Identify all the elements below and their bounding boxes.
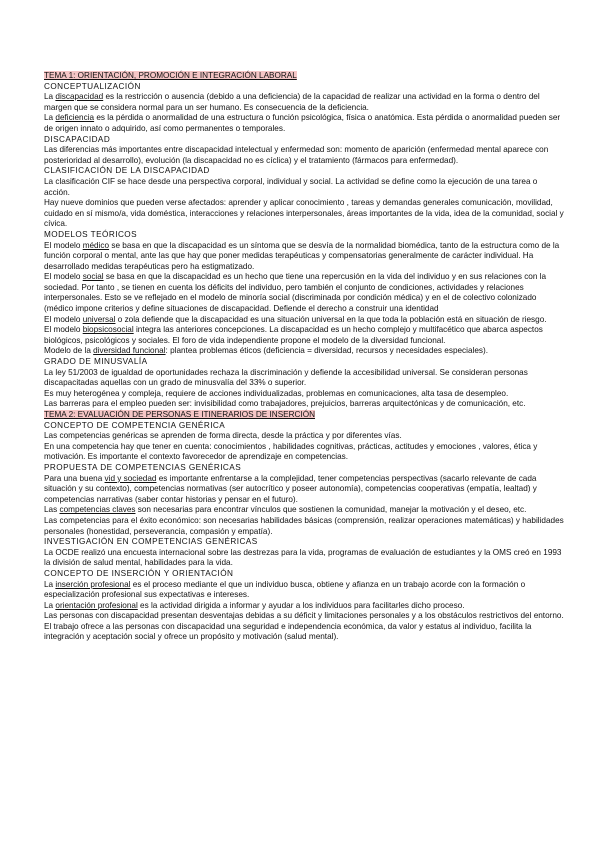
term-vida-sociedad: vid y sociedad xyxy=(104,473,157,483)
paragraph: La deficiencia es la pérdida o anormalidad de una estructura o función psicológica, física o anatómica. Esta pérdida o anormalidad pueden ser de origen innato o adquirido, así como permanentes o temporales. xyxy=(44,113,561,133)
term-insercion-profesional: inserción profesional xyxy=(55,579,131,589)
document-page xyxy=(44,71,564,643)
paragraph: La ley 51/2003 de igualdad de oportunidades rechaza la discriminación y defiende la accesibilidad universal. Se consideran personas discapacitadas aquellas con un grado de minusvalía del 33% o superior. xyxy=(44,367,528,388)
term-orientacion-profesional: orientación profesional xyxy=(55,600,138,610)
term-discapacidad: discapacidad xyxy=(55,92,104,102)
section-2-title: TEMA 2: EVALUACIÓN DE PERSONAS E ITINERARIOS DE INSERCIÓN xyxy=(44,410,316,419)
paragraph: Hay nueve dominios que pueden verse afectados: aprender y aplicar conocimiento , tareas y demandas generales comunicación, movilidad, cuidado en sí mismo/a, vida doméstica, interacciones y relaciones interpersonales, áreas importantes de la vida, idea de la comunidad, social y cívica. xyxy=(44,198,564,229)
paragraph: Las personas con discapacidad presentan desventajas debidas a su déficit y limitaciones personales y a los obstáculos restrictivos del entorno. El trabajo ofrece a las personas con discapacidad una seguridad e independencia económica, da valor y estatus al individuo, facilita la integración y aceptación social y ofrece un propósito y motivación (salud mental). xyxy=(44,611,564,642)
term-social: social xyxy=(82,272,104,282)
paragraph: La clasificación CIF se hace desde una perspectiva corporal, individual y social. La actividad se define como la ejecución de una tarea o acción. xyxy=(44,176,538,197)
paragraph: La orientación profesional es la actividad dirigida a informar y ayudar a los individuos para facilitarles dicho proceso. xyxy=(44,600,465,610)
term-universal: universal xyxy=(82,314,116,324)
paragraph: El modelo universal o zola defiende que la discapacidad es una situación universal en la que toda la población está en situación de riesgo. xyxy=(44,314,547,324)
heading-discapacidad: DISCAPACIDAD xyxy=(44,134,111,144)
term-deficiencia: deficiencia xyxy=(55,113,95,123)
paragraph: El modelo social se basa en que la discapacidad es un hecho que tiene una repercusión en la vida del individuo y en sus relaciones con la sociedad. Por tanto , se tienen en cuenta los déficits del individuo, pero también el conjunto de condiciones, actividades y relaciones interpersonales. Esto se ve reflejado en el modelo de minoría social (discriminada por condición médica) y en el de colectivo colonizado (médico impone criterios y define situaciones de discapacidad. Defiende el derecho a construir una identidad xyxy=(44,272,547,314)
section-1-title: TEMA 1: ORIENTACIÓN, PROMOCIÓN E INTEGRACIÓN LABORAL xyxy=(44,71,297,80)
paragraph: Es muy heterogénea y compleja, requiere de acciones individualizadas, problemas en comunicaciones, alta tasa de desempleo. xyxy=(44,388,509,398)
heading-insercion: CONCEPTO DE INSERCIÓN Y ORIENTACIÓN xyxy=(44,568,234,578)
paragraph: Las competencias claves son necesarias para encontrar vínculos que sostienen la comunidad, manejar la motivación y el deseo, etc. xyxy=(44,505,527,515)
heading-conceptualizacion: CONCEPTUALIZACIÓN xyxy=(44,81,141,91)
paragraph: Las barreras para el empleo pueden ser: invisibilidad como trabajadores, prejuicios, barreras arquitectónicas y de comunicación, etc. xyxy=(44,399,526,409)
heading-concepto-competencia: CONCEPTO DE COMPETENCIA GENÉRICA xyxy=(44,420,226,430)
paragraph: Las competencias genéricas se aprenden de forma directa, desde la práctica y por diferentes vías. xyxy=(44,431,402,441)
term-biopsicosocial: biopsicosocial xyxy=(82,325,134,335)
paragraph: Para una buena vid y sociedad es importante enfrentarse a la complejidad, tener competencias perspectivas (sacarlo relevante de cada situación y su contexto), competencias normativas (ser autocrítico y poseer autonomía), competencias cooperativas (empatía, lealtad) y competencias narrativas (saber contar historias y pensar en el futuro). xyxy=(44,473,537,504)
heading-clasificacion: CLASIFICACIÓN DE LA DISCAPACIDAD xyxy=(44,166,210,176)
paragraph: La OCDE realizó una encuesta internacional sobre las destrezas para la vida, programas de evaluación de estudiantes y la OMS creó en 1993 la división de salud mental, habilidades para la vida. xyxy=(44,547,562,568)
paragraph: La inserción profesional es el proceso mediante el que un individuo busca, obtiene y afianza en un trabajo acorde con la formación o especialización profesional sus expectativas e intereses. xyxy=(44,579,526,600)
paragraph: Las diferencias más importantes entre discapacidad intelectual y enfermedad son: momento de aparición (enfermedad mental aparece con posterioridad al desarrollo), evolución (la discapacidad no es cíclica) y el tratamiento (fármacos para enfermedad). xyxy=(44,145,549,165)
term-competencias-claves: competencias claves xyxy=(59,505,136,515)
paragraph: El modelo médico se basa en que la discapacidad es un síntoma que se desvía de la normalidad biomédica, tanto de la estructura como de la función corporal o mental, ante las que hay que poner medidas terapéuticas y compensatorias generalmente de carácter individual. Ha desarrollado medidas terapéuticas pero ha estigmatizado. xyxy=(44,240,560,271)
heading-modelos: MODELOS TEÓRICOS xyxy=(44,229,138,239)
heading-minusvalia: GRADO DE MINUSVALÍA xyxy=(44,357,148,367)
term-medico: médico xyxy=(82,240,110,250)
paragraph: La discapacidad es la restricción o ausencia (debido a una deficiencia) de la capacidad de realizar una actividad en la forma o dentro del margen que se considera normal para un ser humano. Es consecuencia de la deficiencia. xyxy=(44,92,540,112)
paragraph: En una competencia hay que tener en cuenta: conocimientos , habilidades cognitivas, prácticas, actitudes y emociones , valores, ética y motivación. Es importante el contexto favorecedor de aprendizaje en competencias. xyxy=(44,441,538,462)
paragraph: El modelo biopsicosocial integra las anteriores concepciones. La discapacidad es un hecho complejo y multifacético que abarca aspectos biológicos, psicológicos y sociales. El foro de vida independiente propone el modelo de la diversidad funcional. xyxy=(44,325,543,345)
term-diversidad-funcional: diversidad funcional xyxy=(93,346,166,356)
heading-propuesta: PROPUESTA DE COMPETENCIAS GENÉRICAS xyxy=(44,462,242,472)
heading-investigacion: INVESTIGACIÓN EN COMPETENCIAS GENÉRICAS xyxy=(44,537,258,547)
paragraph: Las competencias para el éxito económico: son necesarias habilidades básicas (comprensión, realizar operaciones matemáticas) y habilidades personales (honestidad, perseverancia, compasión y empatía). xyxy=(44,515,564,536)
paragraph: Modelo de la diversidad funcional: plantea problemas éticos (deficiencia = diversidad, recursos y necesidades especiales). xyxy=(44,346,488,356)
